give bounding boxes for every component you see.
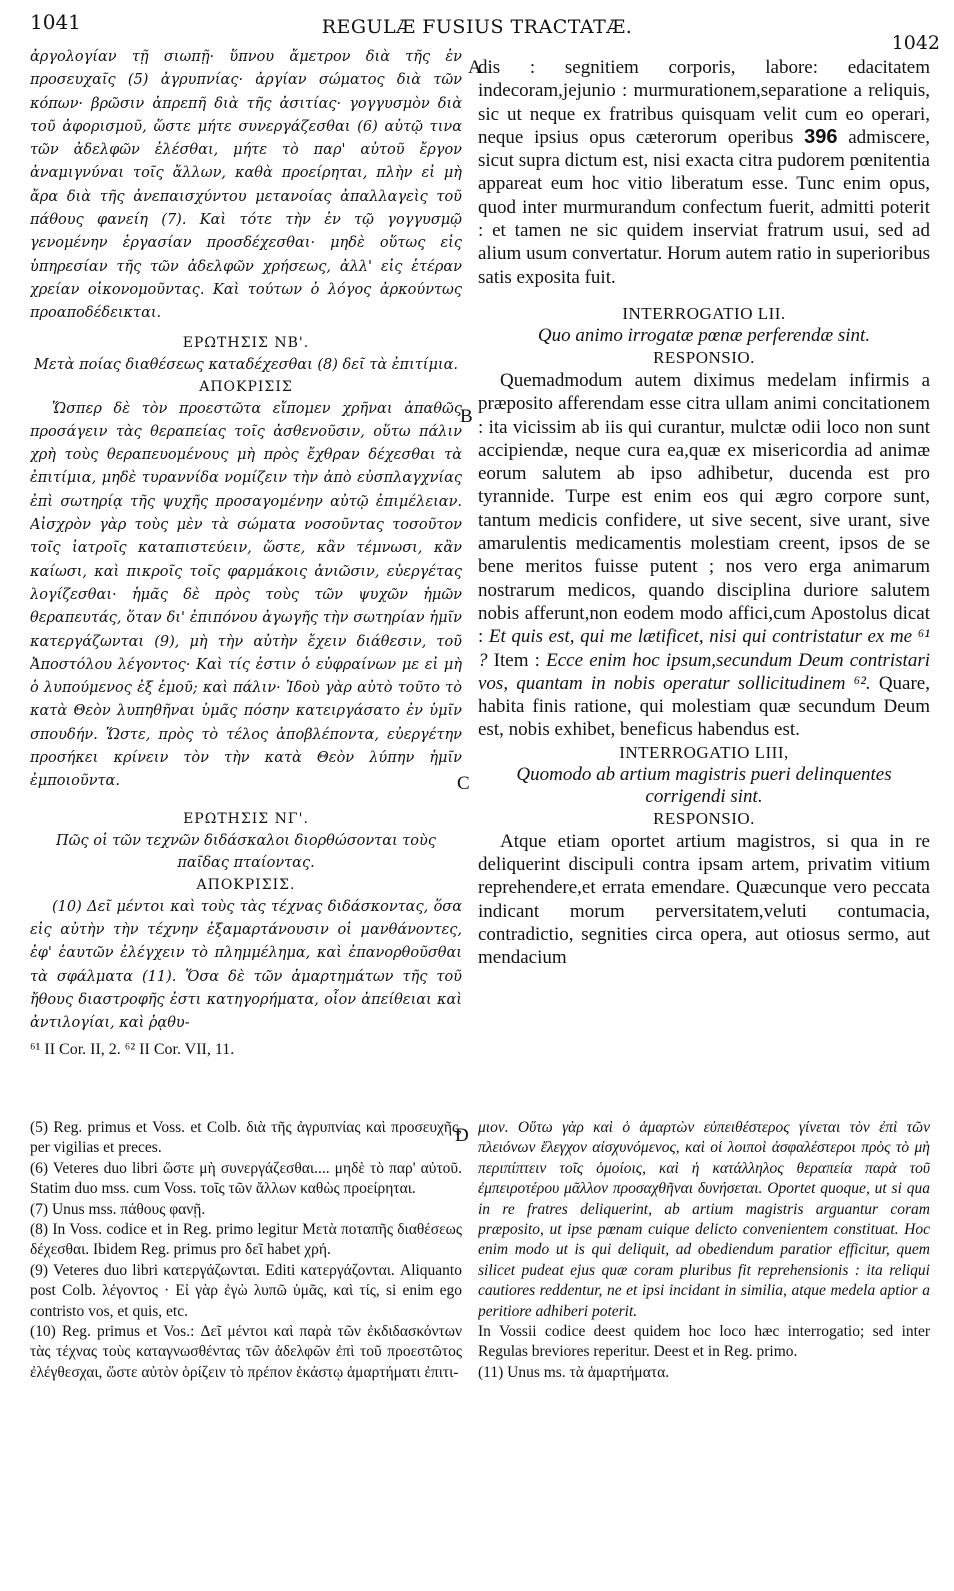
margin-marker-a: A xyxy=(468,57,482,78)
footnote-11: (11) Unus ms. τὰ ἁμαρτήματα. xyxy=(478,1363,670,1381)
footnote-10-greek-continuation xyxy=(478,1118,930,1322)
footnote-10-greek-text: μιον. Οὕτω γὰρ καὶ ὁ ἁμαρτὼν εὐπειθέστερος γίνεται τὸν ἐπὶ τῶν πλειόνων ἔλεγχον αἰσχυνόμενος, καὶ οἱ λοιποὶ ἀσφαλέστεροι πρὸς τὸ μὴ περιπίπτειν τοῖς ὁμοίοις, καὶ ἡ κατάλληλος θεραπεία παρὰ τοῦ ἐμπειροτέρου μᾶλλον προσαχθῆναι δυνήσεται. xyxy=(478,1119,930,1198)
running-title: REGULÆ FUSIUS TRACTATÆ. xyxy=(321,16,633,38)
footnotes-left xyxy=(30,1118,462,1578)
latin-paragraph-1-a: dis : segnitiem corporis, labore: edacitatem indecoram,jejunio : murmurationem,separatione a reliquis, sic ut neque ex fratribus quisquam velit cum eo operari, neque ipsius opus cæterorum operibus xyxy=(478,57,930,148)
footnotes-right xyxy=(478,1118,930,1578)
latin-paragraph-1 xyxy=(478,56,930,289)
scripture-references: ⁶¹ II Cor. II, 2. ⁶² II Cor. VII, 11. xyxy=(30,1041,235,1059)
latin-answer-label: RESPONSIO. xyxy=(653,347,755,367)
latin-question-52-text: Quo animo irrogatæ pœnæ perferendæ sint. xyxy=(537,324,871,346)
footnote-10: (10) Reg. primus et Vos.: Δεῖ μέντοι καὶ παρὰ τῶν ἐκδιδασκόντων τὰς τέχνας τοὺς καταγνωσθέντας τῶν ἀδελφῶν ἐπὶ τοῦ προεστῶτος ἐλέγθεσχαι, ὥστε αὐτὸν ὁρίζειν τὸ πρέπον ἑκάστῳ ἁμαρτήματι ἐπιτι- xyxy=(30,1323,462,1381)
latin-paragraph-3: Atque etiam oportet artium magistros, si qua in re deliquerint discipuli contra ipsam artem, privatim vitium reprehendere,et errata emendare. Quæcunque vero peccata indicant morum perversitatem,veluti contumacia, contradictio, segnities circa opera, aut otiosus sermo, aut mendacium xyxy=(478,830,930,969)
greek-paragraph-3: (10) Δεῖ μέντοι καὶ τοὺς τὰς τέχνας διδάσκοντας, ὅσα εἰς αὐτὴν τὴν τέχνην ἐξαμαρτάνουσιν οἱ μανθάνοντες, ἐφ' ἑαυτῶν ἐλέγχειν τὸ πλημμέλημα, καὶ ἐπανορθοῦσθαι τὰ σφάλματα (11). Ὅσα δὲ τῶν ἁμαρτημάτων τῆς τοῦ ἤθους διαστροφῆς ἐστι κατηγορήματα, οἷον ἀπείθειαι καὶ ἀντιλογίαι, καὶ ῥᾳθυ- xyxy=(30,898,462,1032)
greek-paragraph-1: ἀργολογίαν τῇ σιωπῇ· ὕπνου ἄμετρον διὰ τῆς ἐν προσευχαῖς (5) ἀγρυπνίας· ἀργίαν σώματος διὰ τῶν κόπων· βρῶσιν ἀπρεπῆ διὰ τῆς ἀσιτίας· γογγυσμὸν διὰ τοῦ ἀφορισμοῦ, ὥστε μήτε συνεργάζεσθαι (6) αὐτῷ τινα τῶν ἀδελφῶν ἐλέσθαι, μήτε τὸ παρ' αὐτοῦ ἔργον ἀναμιγνύναι τοῖς ἄλλων, καθὰ προείρηται, πλὴν εἰ μὴ ἄρα διὰ τῆς ἀνεπαισχύντου μετανοίας ἀπαλλαγεὶς τοῦ πάθους φανείη (7). Καὶ τότε τὴν ἐν τῷ γογγυσμῷ γενομένην ἐργασίαν προσδέχεσθαι· μηδὲ οὕτως εἰς ὑπηρεσίαν τῆς τῶν ἀδελφῶν χρήσεως, ἀλλ' εἰς ἑτέραν χρείαν οἰκονομοῦντας. Καὶ τούτων ὁ λόγος ἀρκούντως προαποδέδεικται. xyxy=(30,49,462,322)
footnote-9: (9) Veteres duo libri κατεργάζωνται. Editi κατεργάζονται. Aliquanto post Colb. λέγοντος · Εἰ γὰρ ἐγὼ λυπῶ ὑμᾶς, καὶ τίς, si enim ego contristo vos, et quis, etc. xyxy=(30,1261,462,1320)
latin-paragraph-2-b: Item : xyxy=(493,649,540,671)
greek-answer-label-2: ΑΠΟΚΡΙΣΙΣ. xyxy=(196,876,296,893)
page-header xyxy=(0,0,954,54)
margin-marker-b: B xyxy=(460,406,473,427)
latin-paragraph-1-b: admiscere, sicut supra dictum est, nisi exacta citra pudorem pœnitentia appareat eum hoc vitio liberatum esse. Tunc enim opus, quod inter murmurandum confectum fuerit, admitti poterit : et tamen ne sic quidem inserviat fratrum usui, sed ad alium usum convertatur. Horum autem ratio in superioribus satis exposita fuit. xyxy=(478,126,930,288)
latin-answer-label-2: RESPONSIO. xyxy=(653,808,755,828)
margin-marker-c: C xyxy=(457,773,470,794)
latin-paragraph-2-c: Quare, habita finis ratione, qui molestiam quæ secundum Deum est, nobis exhibet, beneficus habendus est. xyxy=(478,672,930,741)
greek-paragraph-2: Ὥσπερ δὲ τὸν προεστῶτα εἴπομεν χρῆναι ἀπαθῶς προσάγειν τὰς θεραπείας τοῖς ἀσθενοῦσιν, οὕτω πάλιν χρὴ τοὺς θεραπευομένους μὴ πρὸς ἔχθραν δέχεσθαι τὰ ἐπιτίμια, μηδὲ τυραννίδα νομίζειν τὴν ἀπὸ εὐσπλαγχνίας ἐπὶ σωτηρίᾳ τῆς ψυχῆς προσαγομένην αὐτῷ ἐπιμέλειαν. Αἰσχρὸν γὰρ τοὺς μὲν τὰ σώματα νοσοῦντας τοσοῦτον τοῖς ἰατροῖς καταπιστεύειν, ὥστε, κἂν τέμνωσι, κἂν καίωσι, καὶ πικροῖς τοῖς φαρμάκοις ἀνιῶσιν, εὐεργέτας λογίζεσθαι· ἡμᾶς δὲ πρὸς τοὺς τῶν ψυχῶν ἡμῶν θεραπευτάς, ὅταν δι' ἐπιπόνου ἀγωγῆς τὴν σωτηρίαν ἡμῖν κατεργάζωνται (9), μὴ τὴν αὐτὴν ἔχειν διάθεσιν, τοῦ Ἀποστόλου λέγοντος· Καὶ τίς ἐστιν ὁ εὐφραίνων με εἰ μὴ ὁ λυπούμενος ἐξ ἐμοῦ; καὶ πάλιν· Ἰδοὺ γὰρ αὐτὸ τοῦτο τὸ κατὰ Θεὸν λυπηθῆναι ὑμᾶς πόσην κατειργάσατο ἐν ὑμῖν σπουδήν. Ὥστε, πρὸς τὸ τέλος ἀποβλέποντα, εὐεργέτην προσήκει κρίνειν τὸν τὴν κατὰ Θεὸν λύπην ἡμῖν ἐμποιοῦντα. xyxy=(30,400,462,790)
margin-marker-d: D xyxy=(455,1125,469,1146)
latin-quote-1: Et quis est, qui me lætificet, nisi qui contristatur ex me ⁶¹ ? xyxy=(478,626,930,671)
greek-column xyxy=(30,46,462,1094)
footnote-8: (8) In Voss. codice et in Reg. primo legitur Μετὰ ποταπῆς διαθέσεως δέχεσθαι. Ibidem Reg. primus pro δεῖ habet χρή. xyxy=(30,1221,462,1259)
column-number: 396 xyxy=(804,125,838,148)
greek-question-52-text: Μετὰ ποίας διαθέσεως καταδέχεσθαι (8) δεῖ τὰ ἐπιτίμια. xyxy=(34,356,458,373)
latin-column xyxy=(478,56,930,1096)
latin-quote-2: Ecce enim hoc ipsum,secundum Deum contristari vos, quantam in nobis operatur sollicitudinem ⁶². xyxy=(478,649,930,694)
latin-paragraph-2-a: Quemadmodum autem diximus medelam infirmis a præposito afferendam esse citra ullam animi concitationem : ita vicissim ab iis qui curantur, mulctæ odii loco non sunt accipiendæ, neque cura ea,quæ ex misericordia ad animæ eorum salutem ab ipso adhibetur, ducenda est pro tyrannide. Turpe est enim eos qui ægro corpore sunt, tantum medicis confidere, ut sive secent, sive urant, sive amarulentis medicamentis molestiam creent, ipsos de se bene meritos fuisse putent ; nos vero erga animarum nostrarum medicos, quando disciplina duriore salutem nobis afferunt,non eodem modo affici,cum Apostolus dicat : xyxy=(478,369,930,648)
footnote-7: (7) Unus mss. πάθους φανῇ. xyxy=(30,1200,206,1218)
footnote-5: (5) Reg. primus et Voss. et Colb. διὰ τῆς ἀγρυπνίας καὶ προσευχῆς, per vigilias et preces. xyxy=(30,1119,462,1157)
greek-answer-label: ΑΠΟΚΡΙΣΙΣ xyxy=(199,378,293,395)
page-number-left: 1041 xyxy=(30,10,81,34)
latin-question-52-title: INTERROGATIO LII. xyxy=(622,303,786,323)
greek-question-52-title: ΕΡΩΤΗΣΙΣ ΝΒ'. xyxy=(182,334,310,351)
latin-question-53-text: Quomodo ab artium magistris pueri delinquentes corrigendi sint. xyxy=(516,763,892,807)
latin-paragraph-2 xyxy=(478,369,930,742)
footnote-10-latin-text: Oportet quoque, ut si qua in re fratres deliquerint, ab artium magistris arguantur coram præposito, ut ipse pœnam cuique delicto convenientem constituat. Hoc enim modo ut is qui deliquit, ad obediendum paratior efficitur, quem silicet pudeat ejus quæ coram pluribus fit reprehensionis : ita reliqui cautiores reddentur, ne et ipsi incidant in similia, atque medela aptior a peritiore adhiberi poterit. xyxy=(478,1180,930,1320)
latin-question-53-title: INTERROGATIO LIII, xyxy=(619,742,789,762)
greek-question-53-title: ΕΡΩΤΗΣΙΣ ΝΓ'. xyxy=(183,810,309,827)
footnote-10-note: In Vossii codice deest quidem hoc loco hæc interrogatio; sed inter Regulas breviores reperitur. Deest et in Reg. primo. xyxy=(478,1323,930,1361)
greek-question-53-text: Πῶς οἱ τῶν τεχνῶν διδάσκαλοι διορθώσονται τοὺς παῖδας πταίοντας. xyxy=(56,832,436,871)
footnote-6: (6) Veteres duo libri ὥστε μὴ συνεργάζεσθαι.... μηδὲ τὸ παρ' αὐτοῦ. Statim duo mss. cum Voss. τοῖς τῶν ἄλλων καθὼς προείρηται. xyxy=(30,1159,462,1198)
page-number-right: 1042 xyxy=(891,32,940,54)
